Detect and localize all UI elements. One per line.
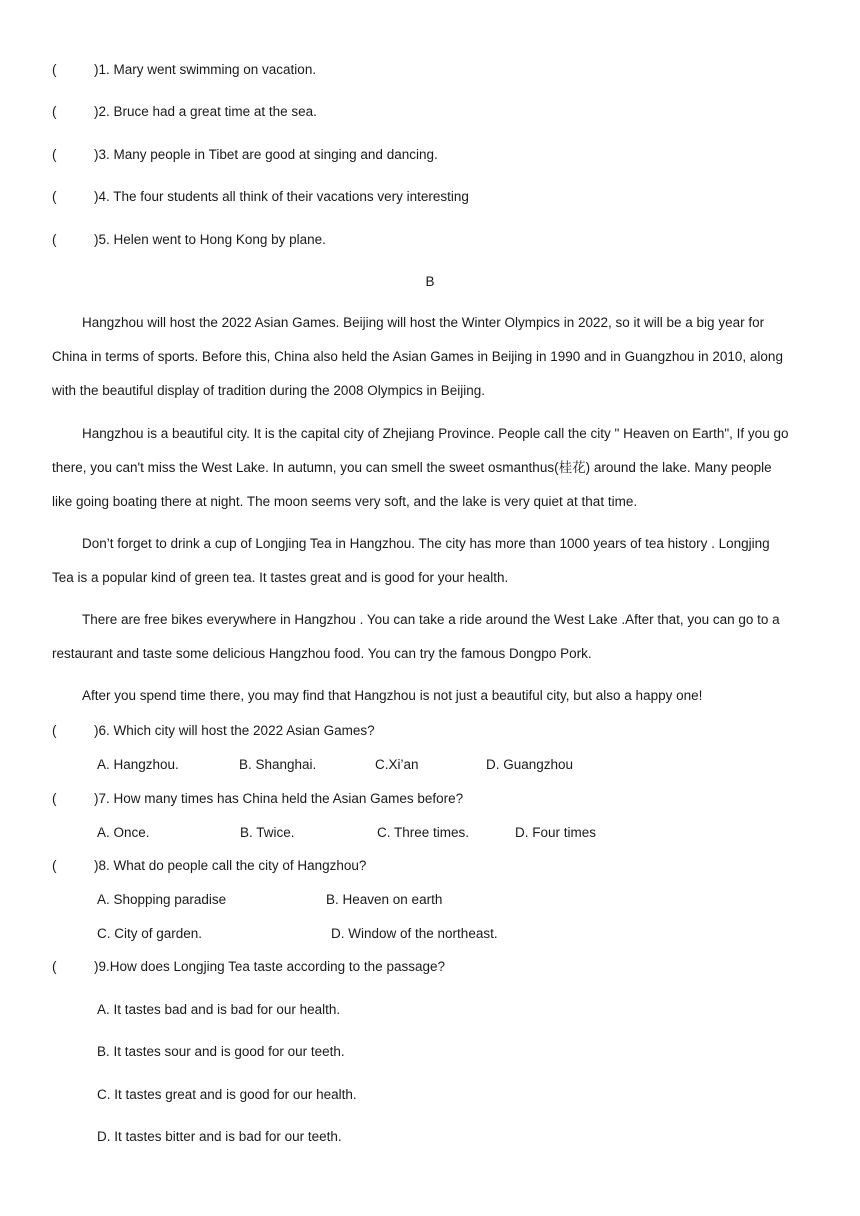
statement-3: ( )3. Many people in Tibet are good at singing and dancing. (52, 147, 438, 162)
q6-option-a: A. Hangzhou. (97, 757, 179, 772)
q6-option-d: D. Guangzhou (486, 757, 574, 772)
q9-option-d: D. It tastes bitter and is bad for our teeth. (97, 1129, 342, 1144)
statement-1: ( )1. Mary went swimming on vacation. (52, 62, 317, 77)
q7-option-d: D. Four times (515, 825, 597, 840)
statement-4: ( )4. The four students all think of their vacations very interesting (52, 189, 469, 204)
passage-paragraph-3: Don’t forget to drink a cup of Longjing Tea in Hangzhou. The city has more than 1000 years of tea history . Longjing Tea is a popular kind of green tea. It tastes great and is good for your health. (52, 536, 770, 585)
passage-paragraph-2: Hangzhou is a beautiful city. It is the capital city of Zhejiang Province. People call the city " Heaven on Earth", If you go there, you can't miss the West Lake. In autumn, you can smell the sweet osmanthus(桂花) around the lake. Many people like going boating there at night. The moon seems very soft, and the lake is very quiet at that time. (52, 426, 789, 509)
q7-option-c: C. Three times. (377, 825, 470, 840)
passage-paragraph-5: After you spend time there, you may find that Hangzhou is not just a beautiful city, but also a happy one! (82, 688, 703, 703)
question-6: ( )6. Which city will host the 2022 Asian Games? (52, 723, 375, 738)
passage-paragraph-1: Hangzhou will host the 2022 Asian Games. Beijing will host the Winter Olympics in 2022, so it will be a big year for China in terms of sports. Before this, China also held the Asian Games in Beijing in 1990 and in Guangzhou in 2010, along with the beautiful display of tradition during the 2008 Olympics in Beijing. (52, 315, 783, 398)
q6-option-c: C.Xi’an (375, 757, 419, 772)
question-7: ( )7. How many times has China held the Asian Games before? (52, 791, 464, 806)
q9-option-a: A. It tastes bad and is bad for our health. (97, 1002, 341, 1017)
statement-2: ( )2. Bruce had a great time at the sea. (52, 104, 317, 119)
q7-option-b: B. Twice. (240, 825, 295, 840)
q7-option-a: A. Once. (97, 825, 150, 840)
question-8: ( )8. What do people call the city of Hangzhou? (52, 858, 367, 873)
q8-option-d: D. Window of the northeast. (331, 926, 498, 941)
q8-option-a: A. Shopping paradise (97, 892, 227, 907)
q9-option-c: C. It tastes great and is good for our health. (97, 1087, 357, 1102)
q8-option-c: C. City of garden. (97, 926, 203, 941)
passage-paragraph-4: There are free bikes everywhere in Hangzhou . You can take a ride around the West Lake .After that, you can go to a restaurant and taste some delicious Hangzhou food. You can try the famous Dongpo Pork. (52, 612, 780, 661)
statement-5: ( )5. Helen went to Hong Kong by plane. (52, 232, 326, 247)
q8-option-b: B. Heaven on earth (326, 892, 443, 907)
question-9: ( )9.How does Longjing Tea taste according to the passage? (52, 959, 445, 974)
section-label: B (425, 274, 435, 289)
q6-option-b: B. Shanghai. (239, 757, 317, 772)
q9-option-b: B. It tastes sour and is good for our teeth. (97, 1044, 345, 1059)
